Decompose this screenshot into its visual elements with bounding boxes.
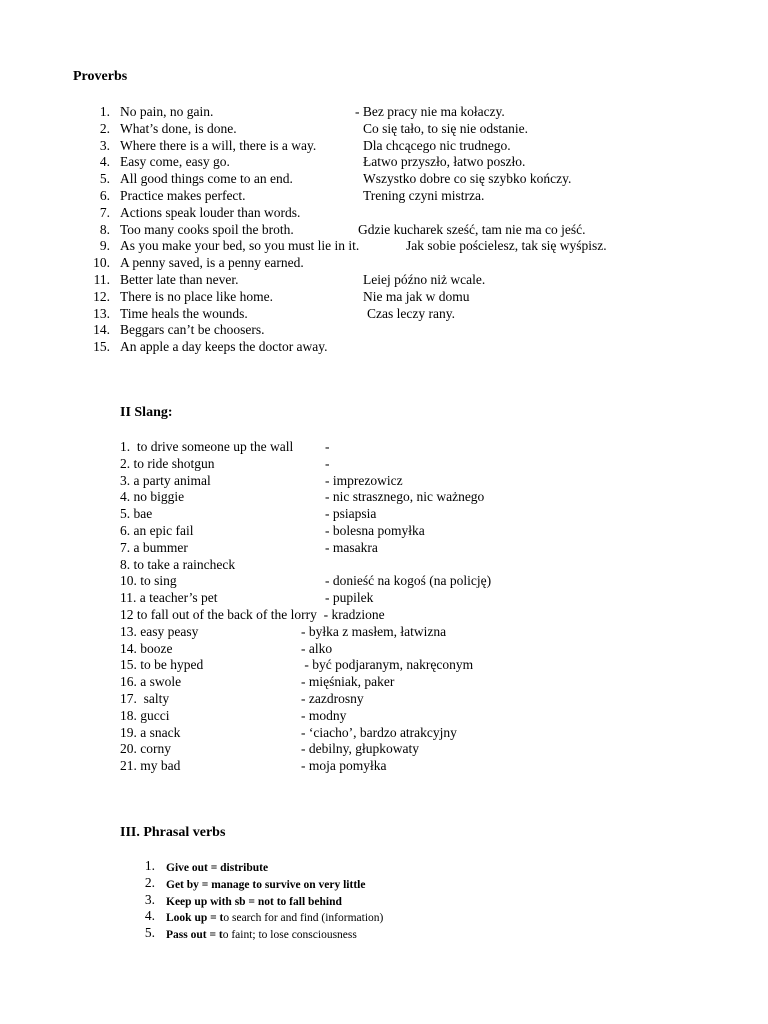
proverb-number: 12.: [93, 288, 110, 304]
proverb-polish: Gdzie kucharek sześć, tam nie ma co jeść.: [358, 221, 586, 237]
phrasal-definition: [166, 927, 357, 943]
slang-term: 11. a teacher’s pet: [120, 590, 218, 606]
proverb-number: 2.: [99, 120, 110, 136]
slang-meaning: -: [325, 455, 330, 471]
slang-term: 13. easy peasy: [120, 623, 199, 639]
phrasal-number: 2.: [144, 874, 155, 890]
phrasal-definition: [166, 860, 268, 876]
slang-meaning: - ‘ciacho’, bardzo atrakcyjny: [301, 724, 457, 740]
proverb-english: Practice makes perfect.: [120, 188, 246, 203]
slang-meaning: -: [325, 439, 330, 454]
proverb-polish: - Bez pracy nie ma kołaczy.: [355, 104, 505, 119]
phrasal-meaning: o faint; to lose consciousness: [222, 929, 357, 942]
phrasal-verb: Give out = distribute: [166, 862, 269, 874]
proverb-english: Time heals the wounds.: [120, 305, 248, 321]
proverb-polish: Dla chcącego nic trudnego.: [363, 137, 511, 153]
proverb-english: What’s done, is done.: [120, 120, 237, 136]
proverb-polish: Jak sobie pościelesz, tak się wyśpisz.: [406, 238, 607, 254]
slang-meaning: - alko: [301, 640, 333, 656]
proverb-number: 11.: [93, 272, 110, 287]
slang-term: 20. corny: [120, 741, 171, 757]
slang-term: 1. to drive someone up the wall: [120, 439, 294, 454]
slang-term: 5. bae: [120, 506, 153, 522]
slang-meaning: - debilny, głupkowaty: [301, 741, 419, 757]
slang-meaning: - być podjaranym, nakręconym: [301, 657, 474, 673]
phrasal-number: 4.: [144, 908, 155, 924]
slang-term: 3. a party animal: [120, 472, 211, 488]
slang-term: 6. an epic fail: [120, 523, 194, 538]
slang-meaning: - masakra: [325, 539, 378, 555]
slang-term: 21. my bad: [120, 758, 181, 774]
proverb-polish: Co się tało, to się nie odstanie.: [363, 120, 528, 136]
proverb-number: 15.: [93, 339, 110, 355]
slang-meaning: - imprezowicz: [325, 472, 403, 488]
slang-meaning: - moja pomyłka: [301, 758, 387, 774]
proverb-number: 1.: [99, 104, 110, 119]
proverb-english: An apple a day keeps the doctor away.: [120, 339, 328, 355]
slang-term: 7. a bummer: [120, 539, 188, 555]
slang-meaning: - mięśniak, paker: [301, 674, 395, 690]
slang-meaning: - modny: [301, 707, 347, 723]
slang-meaning: - psiapsia: [325, 506, 377, 522]
slang-meaning: - zazdrosny: [301, 691, 364, 706]
slang-term: 19. a snack: [120, 724, 181, 740]
proverb-english: Actions speak louder than words.: [120, 204, 301, 220]
phrasal-verb: Keep up with sb = not to fall behind: [166, 895, 342, 908]
phrasal-meaning: o search for and find (information): [223, 912, 384, 925]
proverb-polish: Leiej późno niż wcale.: [363, 272, 486, 287]
slang-meaning: - byłka z masłem, łatwizna: [301, 623, 447, 639]
slang-term: 2. to ride shotgun: [120, 455, 215, 471]
proverb-english: Better late than never.: [120, 272, 239, 287]
proverb-english: Easy come, easy go.: [120, 154, 230, 170]
phrasal-number: 3.: [144, 891, 155, 907]
slang-term: 12 to fall out of the back of the lorry - kradzione: [120, 607, 385, 622]
proverb-number: 7.: [99, 204, 110, 220]
proverb-polish: Nie ma jak w domu: [363, 288, 470, 304]
phrasal-heading: III. Phrasal verbs: [120, 825, 226, 840]
slang-term: 17. salty: [120, 691, 170, 706]
proverb-number: 13.: [93, 305, 110, 321]
proverb-polish: Czas leczy rany.: [367, 305, 455, 321]
proverb-number: 6.: [99, 188, 110, 203]
proverb-polish: Wszystko dobre co się szybko kończy.: [363, 171, 572, 187]
proverb-english: Too many cooks spoil the broth.: [120, 221, 294, 237]
slang-term: 18. gucci: [120, 707, 170, 723]
slang-term: 10. to sing: [120, 573, 177, 589]
proverb-number: 9.: [99, 238, 110, 254]
slang-meaning: - donieść na kogoś (na policję): [325, 573, 492, 589]
proverb-english: All good things come to an end.: [120, 171, 293, 187]
proverb-number: 3.: [99, 137, 110, 153]
proverbs-heading: Proverbs: [73, 69, 128, 84]
proverb-polish: Łatwo przyszło, łatwo poszło.: [363, 154, 526, 170]
proverb-english: There is no place like home.: [120, 288, 273, 304]
slang-meaning: - pupilek: [325, 590, 374, 606]
proverb-number: 8.: [99, 221, 110, 237]
proverb-english: No pain, no gain.: [120, 104, 214, 119]
proverb-english: Where there is a will, there is a way.: [120, 137, 317, 153]
proverb-number: 4.: [99, 154, 110, 170]
proverb-english: A penny saved, is a penny earned.: [120, 255, 304, 271]
proverb-number: 14.: [93, 322, 110, 338]
proverb-polish: Trening czyni mistrza.: [363, 188, 485, 203]
phrasal-definition: [166, 894, 342, 910]
phrasal-definition: [166, 877, 365, 893]
slang-term: 8. to take a raincheck: [120, 556, 236, 572]
phrasal-verb: Look up = t: [166, 912, 224, 925]
proverb-number: 5.: [99, 171, 110, 187]
proverb-english: As you make your bed, so you must lie in it.: [120, 238, 360, 254]
slang-meaning: - nic strasznego, nic ważnego: [325, 489, 485, 505]
proverb-number: 10.: [93, 255, 110, 271]
slang-term: 16. a swole: [120, 674, 182, 690]
proverb-english: Beggars can’t be choosers.: [120, 322, 265, 338]
phrasal-definition: [166, 910, 383, 926]
slang-heading: II Slang:: [120, 405, 173, 420]
phrasal-number: 1.: [144, 858, 155, 873]
phrasal-number: 5.: [144, 925, 155, 941]
phrasal-verb: Get by = manage to survive on very little: [166, 878, 366, 891]
slang-meaning: - bolesna pomyłka: [325, 523, 425, 538]
phrasal-verb: Pass out = t: [166, 929, 223, 942]
slang-term: 15. to be hyped: [120, 657, 204, 673]
slang-term: 4. no biggie: [120, 489, 185, 505]
slang-term: 14. booze: [120, 640, 173, 656]
